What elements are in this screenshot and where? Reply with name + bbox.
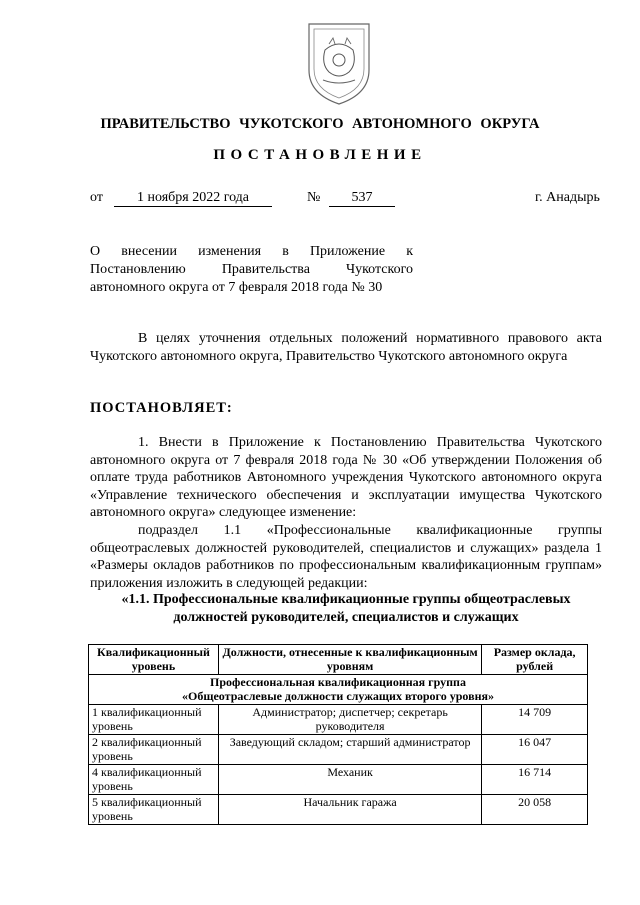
subject: О внесении изменения в Приложение к Постановлению Правительства Чукотского автономного округа от 7 февраля 2018 года № 30 (90, 244, 413, 295)
section-title: «1.1. Профессиональные квалификационные группы общеотраслевых должностей руководителей, специалистов и служащих (121, 592, 571, 625)
row-level: 5 квалификационный уровень (89, 795, 219, 825)
document-number: 537 (329, 190, 395, 207)
row-salary: 16 714 (482, 765, 588, 795)
government-name: ПРАВИТЕЛЬСТВО ЧУКОТСКОГО АВТОНОМНОГО ОКРУГА (100, 116, 540, 132)
item-1-sub: подраздел 1.1 «Профессиональные квалификационные группы общеотраслевых должностей руководителей, специалистов и служащих» раздела 1 «Размеры окладов работников по профессиональным квалификационным группам» приложения изложить в следующей редакции: (90, 523, 602, 591)
salary-table (88, 644, 588, 825)
group-line-2: «Общеотраслевые должности служащих второго уровня» (182, 688, 494, 703)
group-row (89, 675, 588, 705)
city: г. Анадырь (535, 190, 600, 205)
row-positions: Администратор; диспетчер; секретарь руководителя (218, 705, 481, 735)
table-row (89, 705, 588, 735)
header-level: Квалификационный уровень (89, 645, 219, 675)
row-level: 2 квалификационный уровень (89, 735, 219, 765)
number-label: № (307, 190, 321, 205)
resolves-heading: ПОСТАНОВЛЯЕТ: (90, 400, 233, 416)
row-level: 4 квалификационный уровень (89, 765, 219, 795)
document-date: 1 ноября 2022 года (114, 190, 272, 207)
row-positions: Механик (218, 765, 481, 795)
row-positions: Начальник гаража (218, 795, 481, 825)
header-positions: Должности, отнесенные к квалификационным уровням (218, 645, 481, 675)
item-1: 1. Внести в Приложение к Постановлению Правительства Чукотского автономного округа от 7 февраля 2018 года № 30 «Об утверждении Положения об оплате труда работников Автономного учреждения Чукотского автономного округа «Управление технического обеспечения и эксплуатации имущества Чукотского автономного округа» следующее изменение: (90, 435, 602, 520)
preamble: В целях уточнения отдельных положений нормативного правового акта Чукотского автономного округа, Правительство Чукотского автономного округа (90, 331, 602, 364)
document-type: ПОСТАНОВЛЕНИЕ (213, 147, 427, 163)
coat-of-arms-icon (305, 20, 373, 106)
table-row (89, 735, 588, 765)
header-salary: Размер оклада, рублей (482, 645, 588, 675)
row-positions: Заведующий складом; старший администратор (218, 735, 481, 765)
table-header-row (89, 645, 588, 675)
group-title (89, 675, 588, 705)
row-salary: 16 047 (482, 735, 588, 765)
row-level: 1 квалификационный уровень (89, 705, 219, 735)
row-salary: 20 058 (482, 795, 588, 825)
row-salary: 14 709 (482, 705, 588, 735)
table-row (89, 765, 588, 795)
from-label: от (90, 190, 103, 205)
group-line-1: Профессиональная квалификационная группа (210, 675, 466, 689)
table-row (89, 795, 588, 825)
